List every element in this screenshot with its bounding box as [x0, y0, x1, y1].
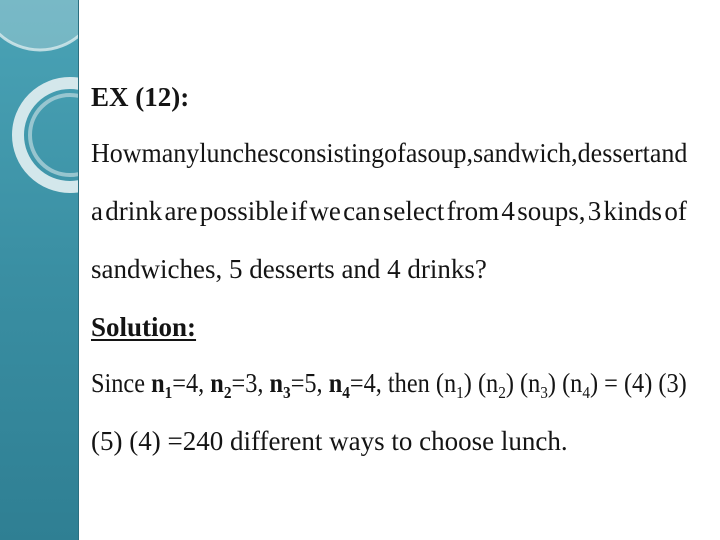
subscript: 1 [456, 383, 464, 402]
subscript: 4 [342, 383, 350, 402]
word: if [290, 196, 308, 226]
question-line-1 [91, 136, 688, 170]
solution-text: Since [91, 368, 152, 398]
word: can [343, 196, 381, 226]
word: How [91, 138, 142, 168]
word: sandwich, [472, 138, 578, 168]
word: 4 [501, 196, 515, 226]
solution-text: ) = (4) (3) [589, 368, 687, 398]
word: and [649, 138, 688, 168]
word: of [664, 196, 687, 226]
solution-text: =5, [290, 368, 329, 398]
word: kinds [603, 196, 663, 226]
word: possible [199, 196, 289, 226]
word: many [141, 138, 200, 168]
solution-heading: Solution: [91, 312, 197, 342]
subscript: 1 [164, 383, 173, 402]
sidebar-decoration [0, 0, 79, 540]
variable-n: n [328, 368, 343, 398]
variable-n: n [269, 368, 284, 398]
word: consisting [278, 138, 385, 168]
solution-text: =4, [172, 368, 211, 398]
decorative-circles-icon [0, 0, 79, 200]
solution-text: ) (n [547, 368, 583, 398]
word: of [384, 138, 406, 168]
solution-text: ) (n [505, 368, 541, 398]
solution-text: ) (n [463, 368, 499, 398]
example-title: EX (12): [91, 82, 190, 112]
subscript: 4 [582, 383, 590, 402]
question-line-3: sandwiches, 5 desserts and 4 drinks? [91, 254, 487, 284]
subscript: 3 [283, 383, 291, 402]
subscript: 2 [498, 383, 506, 402]
solution-line-1 [91, 366, 687, 400]
word: select [382, 196, 445, 226]
subscript: 3 [540, 383, 548, 402]
word: soup, [417, 138, 473, 168]
word: we [309, 196, 341, 226]
variable-n: n [151, 368, 165, 398]
word: are [164, 196, 198, 226]
solution-line-2: (5) (4) =240 different ways to choose lunch. [91, 426, 568, 456]
word: dessert [577, 138, 650, 168]
word: soups, [517, 196, 586, 226]
solution-text: =3, [231, 368, 270, 398]
word: 3 [587, 196, 602, 226]
word: drink [105, 196, 163, 226]
word: from [446, 196, 500, 226]
variable-n: n [210, 368, 224, 398]
subscript: 2 [223, 383, 232, 402]
word: a [405, 138, 418, 168]
word: lunches [199, 138, 279, 168]
word: a [91, 196, 103, 226]
solution-text: =4, then (n [349, 368, 457, 398]
question-line-2 [91, 194, 687, 228]
